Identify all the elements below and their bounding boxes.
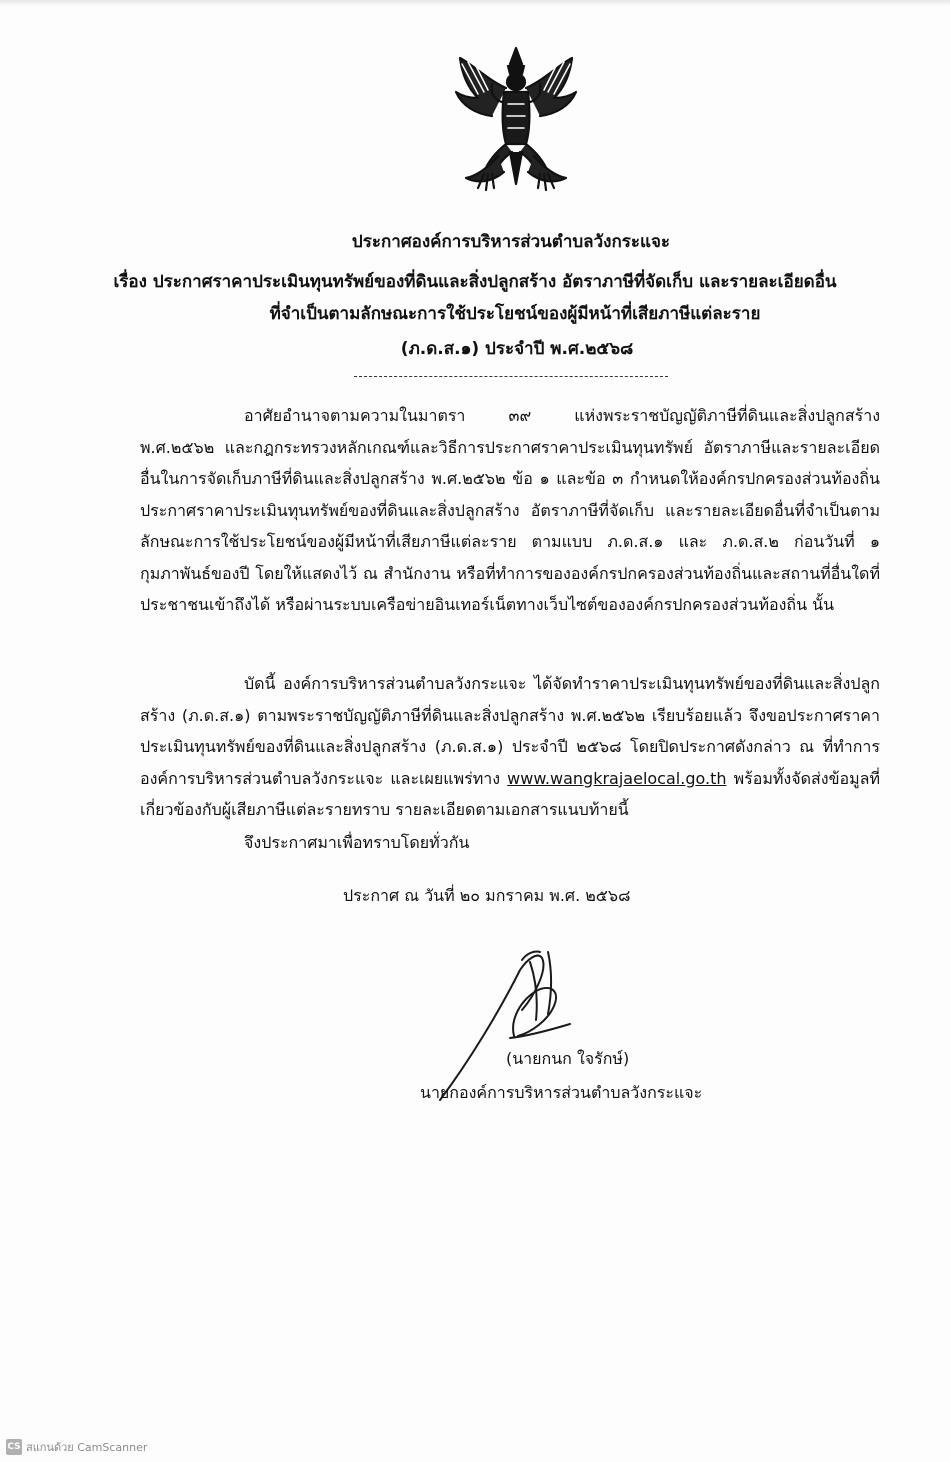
paragraph-2-text-b: พร้อมทั้งจัดส่งข้อมูลที่เกี่ยวข้องกับผู้เสียภาษีแต่ละรายทราบ รายละเอียดตามเอกสารแนบท้ายนี้: [140, 768, 881, 819]
subject-line-2: ที่จำเป็นตามลักษณะการใช้ประโยชน์ของผู้มีหน้าที่เสียภาษีแต่ละราย: [269, 304, 761, 324]
body-paragraph-2: [140, 668, 880, 826]
paragraph-1-text: อาศัยอำนาจตามความในมาตรา ๓๙ แห่งพระราชบัญญัติภาษีที่ดินและสิ่งปลูกสร้าง พ.ศ.๒๕๖๒ และกฎกระทรวงหลักเกณฑ์และวิธีการประกาศราคาประเมินทุนทรัพย์ อัตราภาษีและรายละเอียดอื่นในการจัดเก็บภาษีที่ดินและสิ่งปลูกสร้าง พ.ศ.๒๕๖๒ ข้อ ๑ และข้อ ๓ กำหนดให้องค์กรปกครองส่วนท้องถิ่น ประกาศราคาประเมินทุนทรัพย์ของที่ดินและสิ่งปลูกสร้าง อัตราภาษีที่จัดเก็บ และรายละเอียดอื่นที่จำเป็นตามลักษณะการใช้ประโยชน์ของผู้มีหน้าที่เสียภาษีแต่ละราย ตามแบบ ภ.ด.ส.๑ และ ภ.ด.ส.๒ ก่อนวันที่ ๑ กุมภาพันธ์ของปี โดยให้แสดงไว้ ณ สำนักงาน หรือที่ทำการขององค์กรปกครองส่วนท้องถิ่นและสถานที่อื่นใดที่ประชาชนเข้าถึงได้ หรือผ่านระบบเครือข่ายอินเทอร์เน็ตทางเว็บไซต์ขององค์กรปกครองส่วนท้องถิ่น นั้น: [140, 406, 880, 614]
paragraph-2-text-a: บัดนี้ องค์การบริหารส่วนตำบลวังกระแจะ ได้จัดทำราคาประเมินทุนทรัพย์ของที่ดินและสิ่งปลูกสร้าง (ภ.ด.ส.๑) ตามพระราชบัญญัติภาษีที่ดินและสิ่งปลูกสร้าง พ.ศ.๒๕๖๒ เรียบร้อยแล้ว จึงขอประกาศราคาประเมินทุนทรัพย์ของที่ดินและสิ่งปลูกสร้าง (ภ.ด.ส.๑) ประจำปี ๒๕๖๘ โดยปิดประกาศดังกล่าว ณ ที่ทำการองค์การบริหารส่วนตำบลวังกระแจะ และเผยแพร่ทาง: [140, 674, 880, 788]
header-divider: [354, 376, 668, 377]
announcement-title: ประกาศองค์การบริหารส่วนตำบลวังกระแจะ: [351, 232, 671, 252]
website-link[interactable]: www.wangkrajaelocal.go.th: [507, 768, 727, 788]
signer-title: นายกองค์การบริหารส่วนตำบลวังกระแจะ: [420, 1083, 703, 1102]
announcement-date: ประกาศ ณ วันที่ ๒๐ มกราคม พ.ศ. ๒๕๖๘: [343, 886, 631, 905]
body-paragraph-1: [140, 400, 880, 621]
closing-line: จึงประกาศมาเพื่อทราบโดยทั่วกัน: [244, 833, 470, 852]
subject-line-3: (ภ.ด.ส.๑) ประจำปี พ.ศ.๒๕๖๘: [400, 339, 634, 359]
signer-name: (นายกนก ใจรักษ์): [506, 1049, 630, 1068]
subject-line-1: เรื่อง ประกาศราคาประเมินทุนทรัพย์ของที่ดินและสิ่งปลูกสร้าง อัตราภาษีที่จัดเก็บ และรายละเอียดอื่น: [113, 272, 837, 292]
camscanner-icon: CS: [6, 1439, 22, 1455]
garuda-emblem-icon: [448, 44, 584, 196]
scan-top-edge: [0, 0, 950, 6]
camscanner-label: สแกนด้วย CamScanner: [26, 1441, 148, 1454]
camscanner-watermark: [6, 1438, 147, 1456]
